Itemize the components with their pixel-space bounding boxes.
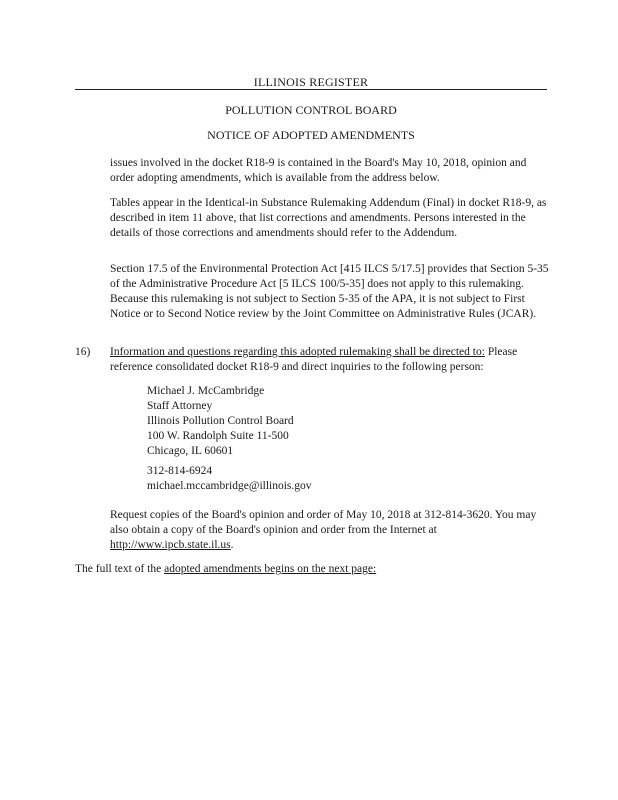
contact-email: michael.mccambridge@illinois.gov [147, 480, 312, 492]
paragraph-docket-info: issues involved in the docket R18-9 is contained in the Board's May 10, 2018, opinion and order adopting amendments, which is available from the address below. [110, 157, 527, 184]
register-title: ILLINOIS REGISTER [253, 75, 369, 89]
final-sentence [75, 562, 550, 577]
item-16-heading: Information and questions regarding this adopted rulemaking shall be directed to: [110, 346, 485, 358]
contact-methods [147, 464, 312, 494]
paragraph-item-16 [110, 345, 550, 375]
board-website-link[interactable]: http://www.ipcb.state.il.us [110, 539, 231, 551]
item-number-16: 16) [75, 346, 91, 358]
request-copies-text: Request copies of the Board's opinion and order of May 10, 2018 at 312-814-3620. You may also obtain a copy of the Board's opinion and order from the Internet at [110, 509, 537, 536]
final-sentence-underlined: adopted amendments begins on the next page: [164, 563, 377, 575]
request-copies-end: . [230, 539, 234, 551]
board-name: POLLUTION CONTROL BOARD [225, 103, 397, 117]
contact-name: Michael J. McCambridge [147, 385, 265, 397]
contact-title: Staff Attorney [147, 400, 213, 412]
paragraph-tables: Tables appear in the Identical-in Substance Rulemaking Addendum (Final) in docket R18-9, as described in item 11 above, that list corrections and amendments. Persons interested in the details of those corrections and amendments should refer to the Addendum. [110, 197, 547, 239]
header-rule [75, 89, 547, 90]
register-header [75, 75, 547, 89]
contact-phone: 312-814-6924 [147, 465, 213, 477]
contact-org: Illinois Pollution Control Board [147, 415, 294, 427]
paragraph-request-copies [110, 508, 550, 553]
contact-block [147, 384, 294, 459]
paragraph-section-17-5: Section 17.5 of the Environmental Protection Act [415 ILCS 5/17.5] provides that Section 5-35 of the Administrative Procedure Act [5 ILCS 100/5-35] does not apply to this rulemaking. Because this rulemaking is not subject to Section 5-35 of the APA, it is not subject to First Notice or to Second Notice review by the Joint Committee on Administrative Rules (JCAR). [110, 263, 549, 320]
contact-address-line-1: 100 W. Randolph Suite 11-500 [147, 430, 289, 442]
contact-address-line-2: Chicago, IL 60601 [147, 445, 234, 457]
notice-title: NOTICE OF ADOPTED AMENDMENTS [207, 128, 415, 142]
item-16-text: Please reference consolidated docket R18-9 and direct inquiries to the following person: [110, 346, 518, 373]
final-sentence-start: The full text of the [75, 563, 165, 575]
